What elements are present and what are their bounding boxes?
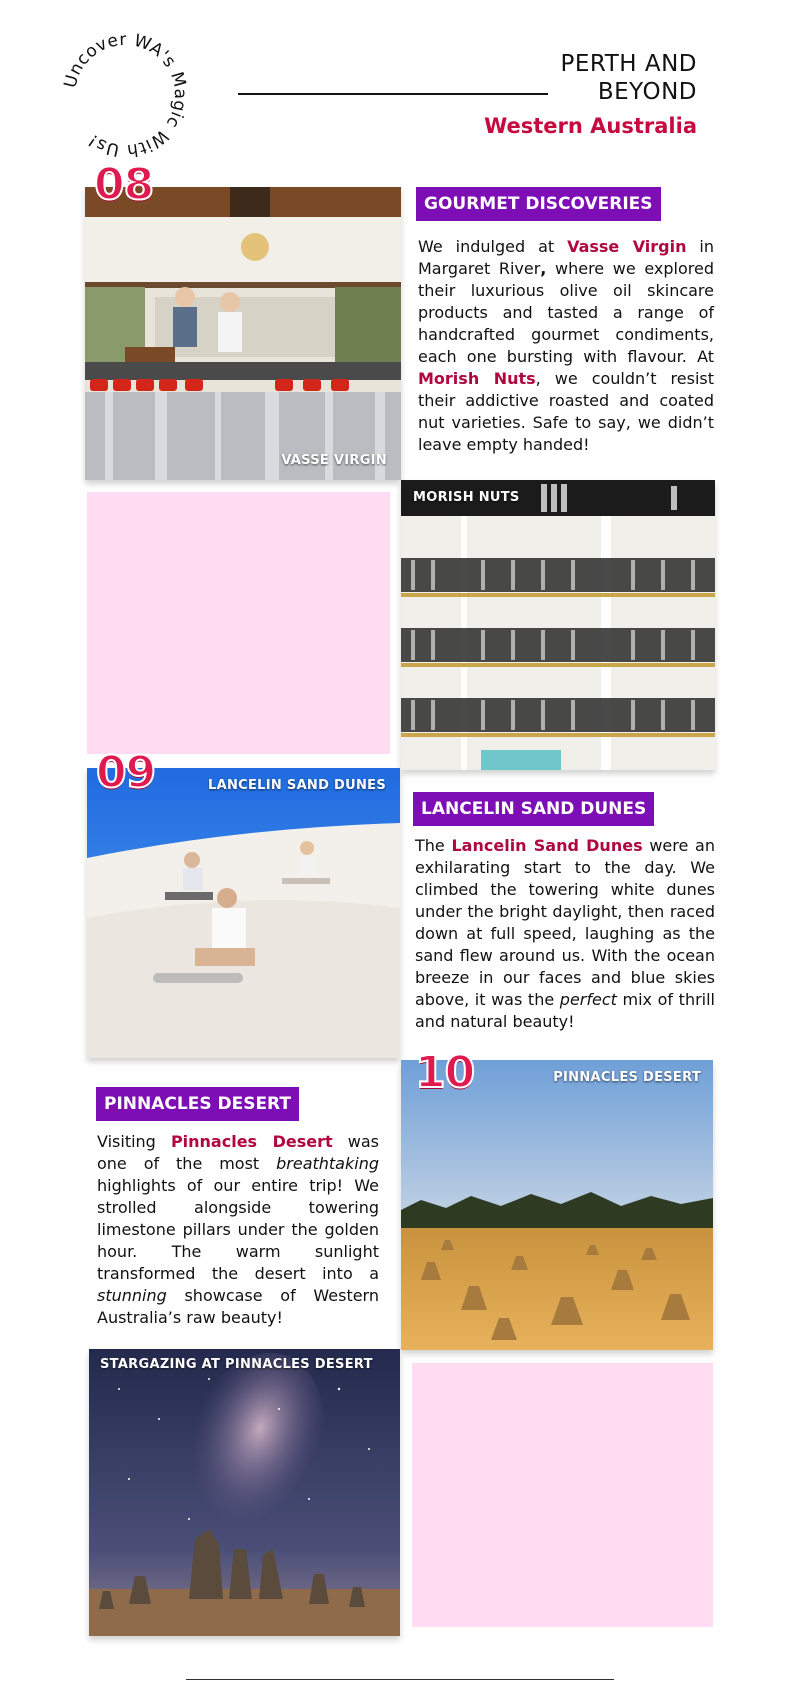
circular-slogan: [60, 30, 190, 160]
circular-slogan-text: Uncover WA's Magic With Us!: [60, 30, 190, 160]
highlight-morish-nuts: Morish Nuts: [418, 369, 536, 388]
highlight-pinnacles: Pinnacles Desert: [170, 1132, 333, 1151]
section-number: 08: [94, 159, 154, 210]
photo-caption: MORISH NUTS: [413, 490, 520, 505]
pink-panel: [412, 1363, 713, 1627]
photo-vasse-virgin: [85, 187, 401, 480]
photo-morish-nuts: [401, 480, 715, 770]
page-title: [437, 50, 697, 106]
highlight-vasse-virgin: Vasse Virgin: [567, 237, 687, 256]
section-heading: GOURMET DISCOVERIES: [416, 187, 661, 221]
section-body: We indulged at Vasse Virgin in Margaret River, where we explored their luxurious olive oil skincare products and tasted a range of handcrafted gourmet condiments, each one bursting with flavour. At Morish Nuts, we couldn’t resist their addictive roasted and coated nut varieties. Safe to say, we didn’t leave empty handed!: [418, 237, 715, 454]
photo-lancelin-dunes: [87, 768, 400, 1058]
photo-caption: PINNACLES DESERT: [553, 1070, 701, 1085]
section-number: 10: [415, 1047, 475, 1098]
title-line-2: BEYOND: [597, 79, 697, 105]
section-heading: LANCELIN SAND DUNES: [413, 792, 654, 826]
section-body: The Lancelin Sand Dunes were an exhilarating start to the day. We climbed the towering white dunes under the bright daylight, then raced down at full speed, laughing as the sand flew around us. With the ocean breeze in our faces and blue skies above, it was the perfect mix of thrill and natural beauty!: [415, 836, 715, 1031]
photo-pinnacles-desert: [401, 1060, 713, 1350]
highlight-lancelin: Lancelin Sand Dunes: [451, 836, 643, 855]
photo-caption: LANCELIN SAND DUNES: [208, 778, 386, 793]
footer-divider: [186, 1679, 614, 1680]
section-body: Visiting Pinnacles Desert was one of the most breathtaking highlights of our entire trip! We strolled alongside towering limestone pillars under the golden hour. The warm sunlight transformed the desert into a stunning showcase of Western Australia’s raw beauty!: [97, 1132, 380, 1327]
page-subtitle: Western Australia: [484, 114, 697, 138]
section-number: 09: [96, 747, 156, 798]
svg-text:Uncover WA's Magic With Us!: [60, 30, 190, 160]
section-heading: PINNACLES DESERT: [96, 1087, 299, 1121]
pink-panel: [87, 492, 390, 754]
photo-caption: STARGAZING AT PINNACLES DESERT: [100, 1357, 373, 1372]
photo-stargazing: [89, 1349, 400, 1636]
photo-caption: VASSE VIRGIN: [281, 453, 387, 468]
title-line-1: PERTH AND: [560, 51, 697, 77]
